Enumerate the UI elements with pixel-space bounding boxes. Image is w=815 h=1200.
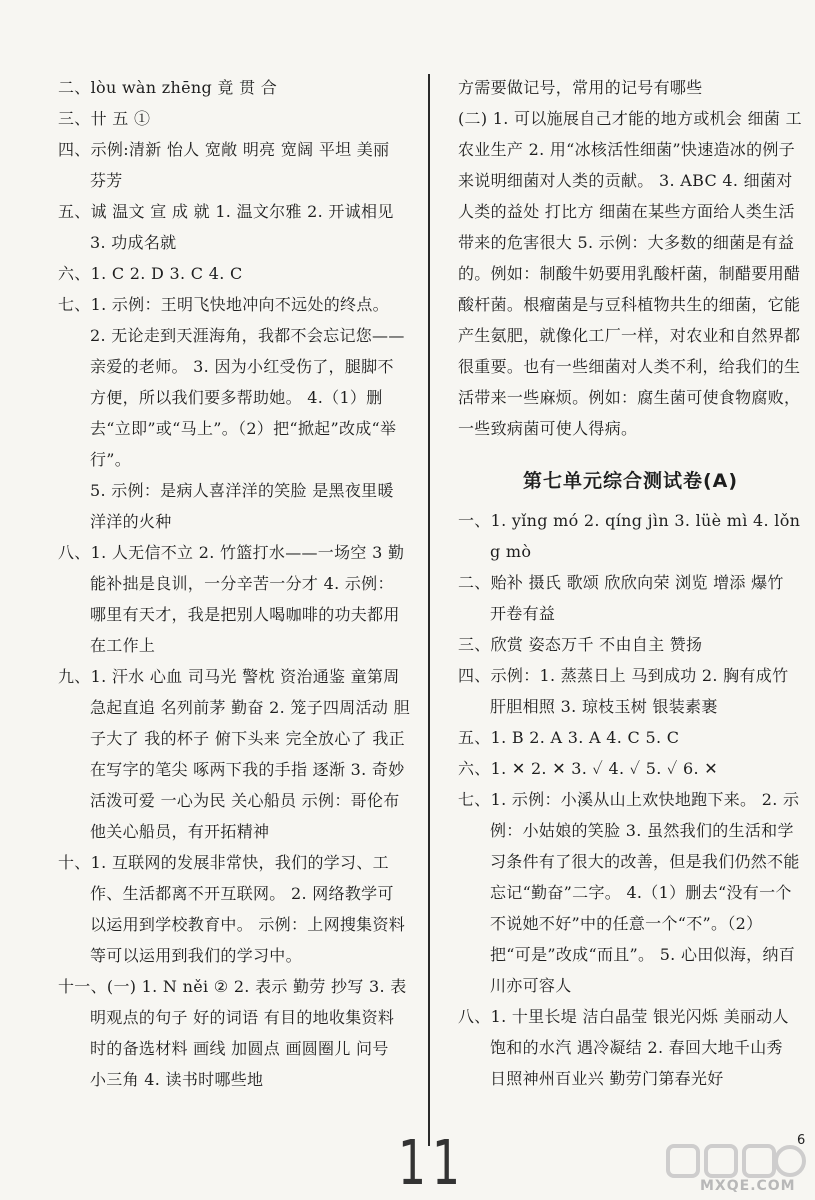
right-column-top bbox=[458, 72, 803, 444]
answer-line: 三、欣赏 姿态万千 不由自主 赞扬 bbox=[458, 635, 703, 654]
answer-line: 八、1. 十里长堤 洁白晶莹 银光闪烁 美丽动人 饱和的水汽 遇冷凝结 2. 春回大地千山秀 日照神州百业兴 勤劳门第春光好 bbox=[458, 1007, 789, 1088]
answer-line: 五、诚 温文 宣 成 就 1. 温文尔雅 2. 开诚相见 3. 功成名就 bbox=[58, 202, 394, 252]
column-divider bbox=[428, 74, 430, 1146]
answer-line: 六、1. ✕ 2. ✕ 3. ✓ 4. ✓ 5. ✓ 6. ✕ bbox=[458, 759, 719, 778]
handwritten-mark: 11 bbox=[398, 1127, 466, 1200]
watermark-text: MXQE.COM bbox=[700, 1178, 796, 1194]
answer-line: 八、1. 人无信不立 2. 竹篮打水——一场空 3 勤能补拙是良训，一分辛苦一分才 4. 示例：哪里有天才，我是把别人喝咖啡的功夫都用在工作上 bbox=[58, 543, 405, 655]
answer-line: 一、1. yǐng mó 2. qíng jìn 3. lüè mì 4. lǒng mò bbox=[458, 511, 801, 561]
answer-line: 十一、(一) 1. N něi ② 2. 表示 勤劳 抄写 3. 表明观点的句子 好的词语 有目的地收集资料时的备选材料 画线 加圆点 画圆圈儿 问号 小三角 4. 读书时哪些地 bbox=[58, 977, 407, 1089]
answer-line: 四、示例:清新 怡人 宽敞 明亮 宽阔 平坦 美丽 芬芳 bbox=[58, 140, 390, 190]
answer-line: 5. 示例：是病人喜洋洋的笑脸 是黑夜里暖洋洋的火种 bbox=[90, 481, 394, 531]
answer-line: 七、1. 示例：王明飞快地冲向不远处的终点。 bbox=[58, 295, 389, 314]
left-column bbox=[58, 72, 410, 1095]
answer-line: 四、示例：1. 蒸蒸日上 马到成功 2. 胸有成竹 肝胆相照 3. 琼枝玉树 银装素裹 bbox=[458, 666, 789, 716]
right-column-bottom bbox=[458, 505, 803, 1094]
answer-line: 十、1. 互联网的发展非常快，我们的学习、工作、生活都离不开互联网。 2. 网络教学可以运用到学校教育中。 示例：上网搜集资料等可以运用到我们的学习中。 bbox=[58, 853, 406, 965]
answer-line: 二、贻补 摄氏 歌颂 欣欣向荣 浏览 增添 爆竹 开卷有益 bbox=[458, 573, 784, 623]
answer-line: 二、lòu wàn zhēng 竟 贯 合 bbox=[58, 78, 278, 97]
answer-line: 方需要做记号，常用的记号有哪些 bbox=[458, 78, 703, 97]
answer-line: (二) 1. 可以施展自己才能的地方或机会 细菌 工农业生产 2. 用“冰核活性细菌”快速造冰的例子来说明细菌对人类的贡献。 3. ABC 4. 细菌对人类的益处 打比方 细菌在某些方面给人类生活带来的危害很大 5. 示例：大多数的细菌是有益的。例如：制酸牛奶要用乳酸杆菌，制醋要用醋酸杆菌。根瘤菌是与豆科植物共生的细菌，它能产生氨肥，就像化工厂一样，对农业和自然界都很重要。也有一些细菌对人类不利，给我们的生活带来一些麻烦。例如：腐生菌可使食物腐败，一些致病菌可使人得病。 bbox=[458, 109, 802, 438]
answer-line: 五、1. B 2. A 3. A 4. C 5. C bbox=[458, 728, 680, 747]
answer-line: 2. 无论走到天涯海角，我都不会忘记您——亲爱的老师。 3. 因为小红受伤了，腿脚不方便，所以我们要多帮助她。 4.（1）删去“立即”或“马上”。（2）把“掀起”改成“举行”。 bbox=[90, 326, 405, 469]
page-number: 6 bbox=[797, 1133, 806, 1148]
answer-line: 三、卄 五 ① bbox=[58, 109, 151, 128]
section-title: 第七单元综合测试卷(A) bbox=[522, 470, 739, 492]
right-column bbox=[458, 72, 803, 1094]
answer-line: 七、1. 示例：小溪从山上欢快地跑下来。 2. 示例：小姑娘的笑脸 3. 虽然我们的生活和学习条件有了很大的改善，但是我们仍然不能忘记“勤奋”二字。 4.（1）删去“没有一个不说她不好”中的任意一个“不”。（2）把“可是”改成“而且”。 5. 心田似海，纳百川亦可容人 bbox=[458, 790, 800, 995]
answer-line: 六、1. C 2. D 3. C 4. C bbox=[58, 264, 243, 283]
answer-line: 九、1. 汗水 心血 司马光 警枕 资治通鉴 童第周 急起直追 名列前茅 勤奋 2. 笼子四周活动 胆子大了 我的杯子 俯下头来 完全放心了 我正在写字的笔尖 啄两下我的手指 逐渐 3. 奇妙 活泼可爱 一心为民 关心船员 示例：哥伦布 他关心船员，有开拓精神 bbox=[58, 667, 410, 841]
